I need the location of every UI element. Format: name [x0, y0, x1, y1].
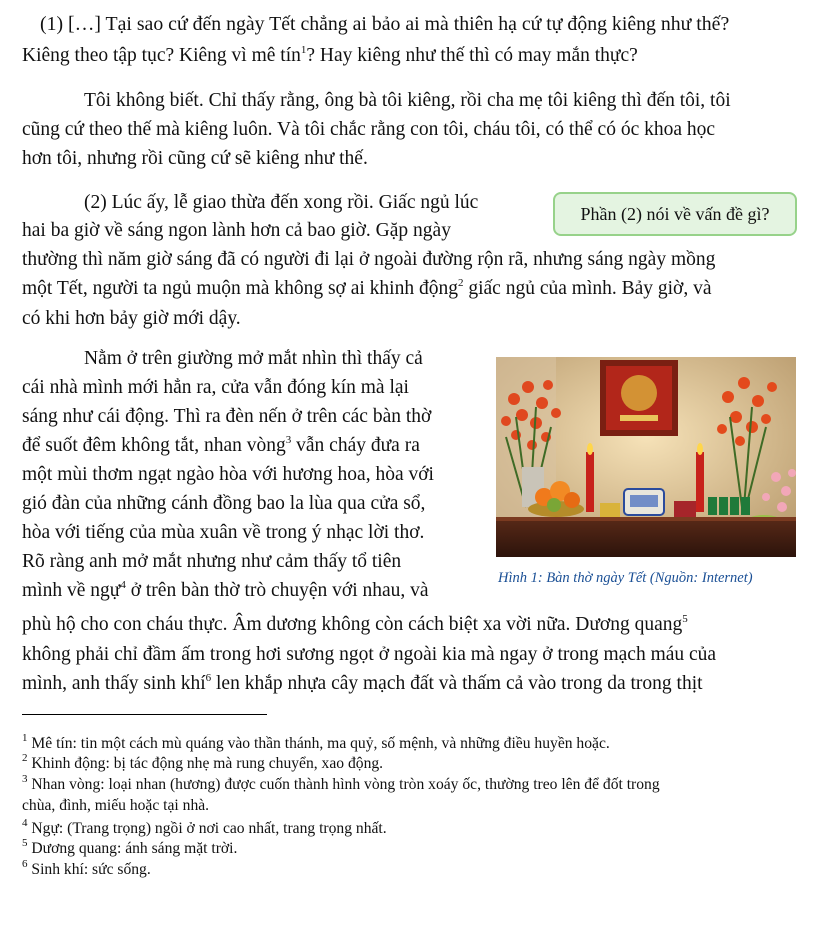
- text-segment: một Tết, người ta ngủ muộn mà không sợ ai khinh động: [22, 278, 458, 299]
- footnote-marker: 6: [205, 671, 212, 684]
- text-line: cũng cứ theo thế mà kiêng luôn. Và tôi chắc rằng con tôi, cháu tôi, có thể có óc khoa học: [22, 119, 716, 140]
- text-line: hòa với tiếng của mùa xuân về trong ý nhạc lời thơ.: [22, 522, 425, 543]
- text-line: [22, 277, 712, 301]
- text-segment: phù hộ cho con cháu thực. Âm dương không còn cách biệt xa vời nữa. Dương quang: [22, 614, 683, 635]
- footnote-text: Mê tín: tin một cách mù quáng vào thần thánh, ma quỷ, số mệnh, và những điều huyền hoặc.: [27, 735, 610, 752]
- text-line: [22, 672, 703, 696]
- footnote-separator: [22, 714, 267, 715]
- text-segment: để suốt đêm không tắt, nhan vòng: [22, 435, 286, 456]
- footnote: [22, 857, 151, 880]
- text-segment: Kiêng theo tập tục? Kiêng vì mê tín: [22, 45, 301, 66]
- figure-caption: Hình 1: Bàn thờ ngày Tết (Nguồn: Internet): [498, 570, 753, 586]
- footnote-text: Dương quang: ánh sáng mặt trời.: [27, 840, 238, 857]
- text-line: một mùi thơm ngạt ngào hòa với hương hoa, hòa với: [22, 464, 434, 485]
- text-segment: vẫn cháy đưa ra: [291, 435, 420, 456]
- text-line: hai ba giờ về sáng ngon lành hơn cả bao giờ. Gặp ngày: [22, 220, 451, 241]
- footnote-text: Nhan vòng: loại nhan (hương) được cuốn thành hình vòng tròn xoáy ốc, thường treo lên để đốt trong: [27, 776, 660, 793]
- text-line: [22, 613, 688, 637]
- text-line: [22, 579, 429, 603]
- footnote-marker: 5: [682, 612, 688, 625]
- question-callout: [553, 192, 797, 236]
- footnote: [22, 796, 209, 816]
- text-line: không phải chỉ đầm ấm trong hơi sương ngọt ở ngoài kia mà ngay ở trong mạch máu của: [22, 644, 717, 665]
- footnote-marker: 2: [457, 276, 464, 289]
- footnote-number: 4: [22, 816, 28, 829]
- text-line: Tôi không biết. Chỉ thấy rằng, ông bà tôi kiêng, rồi cha mẹ tôi kiêng thì đến tôi, tôi: [84, 90, 731, 111]
- text-line: gió đàn của những cánh đồng bao la lùa qua cửa sổ,: [22, 493, 426, 514]
- footnote-text: Khinh động: bị tác động nhẹ mà rung chuyển, xao động.: [27, 755, 384, 772]
- footnote: [22, 836, 238, 859]
- text-segment: giấc ngủ của mình. Bảy giờ, và: [463, 278, 712, 299]
- text-segment: len khắp nhựa cây mạch đất và thấm cả vào trong da trong thịt: [211, 673, 703, 694]
- text-line: [22, 434, 420, 458]
- text-line: cái nhà mình mới hẳn ra, cửa vẫn đóng kín mà lại: [22, 377, 409, 398]
- text-line: sáng như cái động. Thì ra đèn nến ở trên các bàn thờ: [22, 406, 432, 427]
- text-line: (1) […] Tại sao cứ đến ngày Tết chẳng ai bảo ai mà thiên hạ cứ tự động kiêng như thế?: [40, 13, 730, 35]
- text-line: hơn tôi, nhưng rồi cũng cứ sẽ kiêng như thế.: [22, 148, 368, 169]
- text-line: thường thì năm giờ sáng đã có người đi lại ở ngoài đường rộn rã, nhưng sáng ngày mồng: [22, 249, 716, 270]
- footnote-number: 1: [22, 731, 28, 744]
- text-segment: mình về ngự: [22, 580, 121, 601]
- text-line: (2) Lúc ấy, lễ giao thừa đến xong rồi. Giấc ngủ lúc: [84, 192, 479, 213]
- footnote-marker: 3: [285, 433, 292, 446]
- altar-photo: [496, 357, 796, 557]
- text-line: [22, 44, 638, 68]
- footnote-text: chùa, đình, miếu hoặc tại nhà.: [22, 797, 210, 814]
- footnote-number: 6: [22, 857, 28, 870]
- text-segment: ? Hay kiêng như thế thì có may mắn thực?: [306, 45, 638, 66]
- text-segment: ở trên bàn thờ trò chuyện với nhau, và: [125, 580, 429, 601]
- footnote: [22, 731, 610, 754]
- text-line: Rõ ràng anh mở mắt nhưng như cảm thấy tổ tiên: [22, 551, 402, 572]
- footnote-number: 5: [22, 836, 28, 849]
- footnote-text: Ngự: (Trang trọng) ngồi ở nơi cao nhất, trang trọng nhất.: [27, 820, 387, 837]
- altar-illustration: [496, 357, 796, 557]
- footnote: [22, 772, 660, 795]
- text-segment: mình, anh thấy sinh khí: [22, 673, 206, 694]
- footnote: [22, 816, 387, 839]
- footnote: [22, 751, 384, 774]
- footnote-marker: 1: [300, 43, 307, 56]
- footnote-number: 3: [22, 772, 28, 785]
- text-line: có khi hơn bảy giờ mới dậy.: [22, 308, 241, 329]
- callout-text: Phần (2) nói về vấn đề gì?: [580, 203, 770, 224]
- footnote-marker: 4: [120, 578, 126, 591]
- footnote-text: Sinh khí: sức sống.: [27, 861, 151, 878]
- text-line: Nằm ở trên giường mở mắt nhìn thì thấy cả: [84, 348, 423, 369]
- footnote-number: 2: [22, 751, 28, 764]
